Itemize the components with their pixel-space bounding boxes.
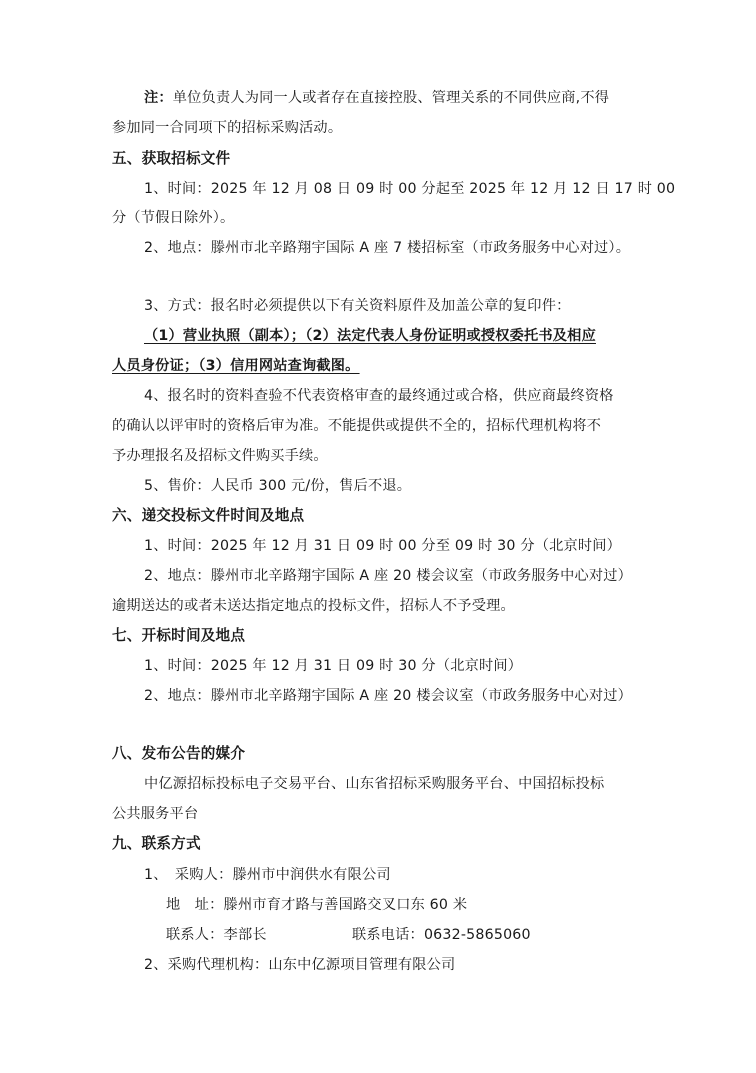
section-6-heading: 六、递交投标文件时间及地点 (112, 507, 305, 524)
section-8-heading: 八、发布公告的媒介 (112, 745, 246, 762)
s7-time: 1、时间：2025 年 12 月 31 日 09 时 30 分（北京时间） (144, 658, 523, 674)
s5-time-line-2: 分（节假日除外）。 (112, 210, 235, 226)
section-5-heading: 五、获取招标文件 (112, 150, 231, 167)
s5-review-line-2: 的确认以评审时的资格后审为准。不能提供或提供不全的，招标代理机构将不 (112, 418, 602, 434)
s5-method: 3、方式：报名时必须提供以下有关资料原件及加盖公章的复印件： (144, 298, 571, 314)
s5-materials-line-2: 人员身份证；（3）信用网站查询截图。 (112, 358, 360, 374)
s5-place: 2、地点：滕州市北辛路翔宇国际 A 座 7 楼招标室（市政务服务中心对过）。 (144, 240, 631, 256)
section-7-heading: 七、开标时间及地点 (112, 627, 246, 644)
s9-address: 地 址：滕州市育才路与善国路交叉口东 60 米 (166, 897, 468, 913)
s8-line-2: 公共服务平台 (112, 806, 199, 822)
s6-place-line-2: 逾期送达的或者未送达指定地点的投标文件，招标人不予受理。 (112, 598, 515, 614)
s5-time-line-1: 1、时间：2025 年 12 月 08 日 09 时 00 分起至 2025 年 12 月 12 日 17 时 00 (144, 181, 676, 197)
s6-place-line-1: 2、地点：滕州市北辛路翔宇国际 A 座 20 楼会议室（市政务服务中心对过） (144, 568, 633, 584)
s9-contact-phone: 联系电话：0632-5865060 (352, 927, 531, 943)
s5-review-line-3: 予办理报名及招标文件购买手续。 (112, 448, 328, 464)
s9-contact-person: 联系人：李部长 (166, 927, 267, 943)
s9-purchaser: 1、 采购人：滕州市中润供水有限公司 (144, 867, 391, 883)
note-label: 注： (144, 90, 173, 106)
note-text-1: 单位负责人为同一人或者存在直接控股、管理关系的不同供应商,不得 (172, 90, 610, 106)
s9-agency: 2、采购代理机构：山东中亿源项目管理有限公司 (144, 957, 456, 973)
s5-price: 5、售价：人民币 300 元/份，售后不退。 (144, 478, 412, 494)
note-line-2: 参加同一合同项下的招标采购活动。 (112, 120, 343, 136)
s5-materials-line-1: （1）营业执照（副本）；（2）法定代表人身份证明或授权委托书及相应 (144, 328, 596, 344)
s8-line-1: 中亿源招标投标电子交易平台、山东省招标采购服务平台、中国招标投标 (144, 776, 605, 792)
note-line-1 (144, 88, 609, 108)
s7-place: 2、地点：滕州市北辛路翔宇国际 A 座 20 楼会议室（市政务服务中心对过） (144, 688, 633, 704)
section-9-heading: 九、联系方式 (112, 835, 201, 852)
s5-review-line-1: 4、报名时的资料查验不代表资格审查的最终通过或合格，供应商最终资格 (144, 388, 614, 404)
s6-time: 1、时间：2025 年 12 月 31 日 09 时 00 分至 09 时 30 分（北京时间） (144, 538, 622, 554)
